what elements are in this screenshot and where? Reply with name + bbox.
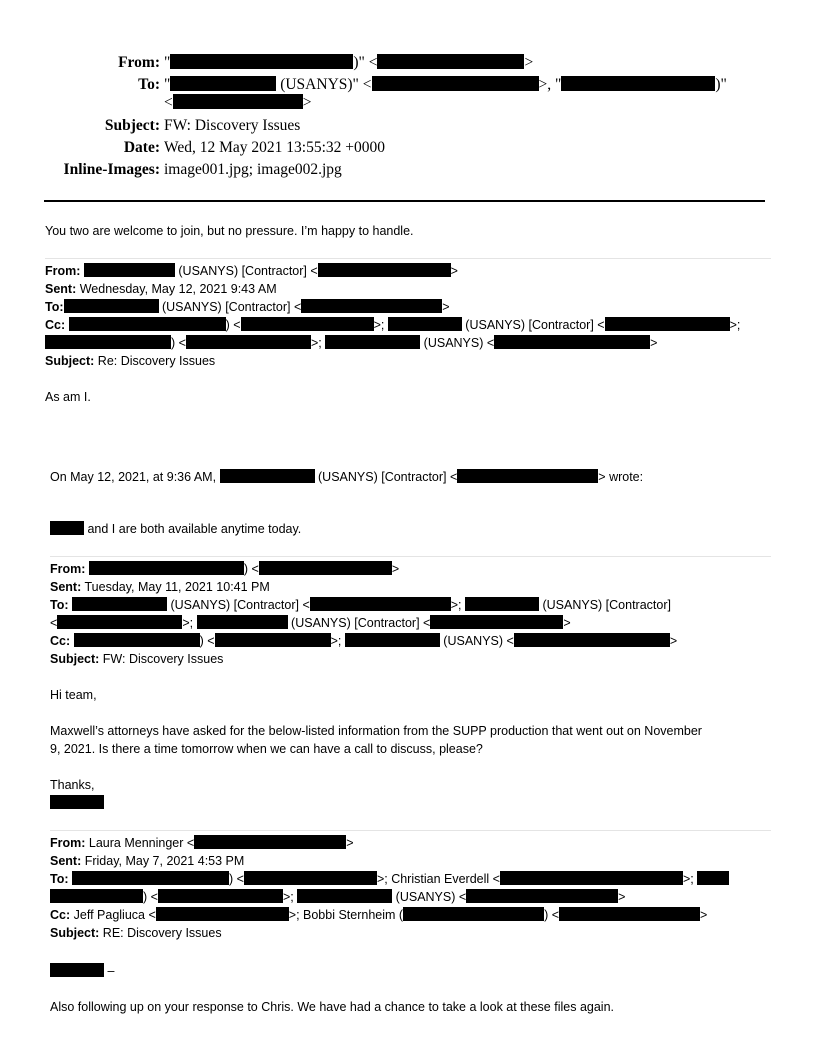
subject-label: Subject:: [50, 926, 100, 940]
redaction: [50, 889, 143, 903]
redaction: [465, 597, 539, 611]
m2-sent-value: Tuesday, May 11, 2021 10:41 PM: [81, 580, 270, 594]
redaction: [158, 889, 283, 903]
quote-attribution: [50, 468, 643, 486]
from-label: From:: [118, 54, 160, 71]
m3-sent-value: Friday, May 7, 2021 4:53 PM: [81, 854, 245, 868]
redaction: [457, 469, 598, 483]
redaction: [74, 633, 200, 647]
cc-label: Cc:: [50, 634, 71, 648]
redaction: [377, 54, 524, 69]
redaction: [186, 335, 311, 349]
m1-cc-org: (USANYS) [Contractor] <: [461, 318, 605, 332]
m2-to-org2: (USANYS) [Contractor]: [539, 598, 671, 612]
redaction: [197, 615, 288, 629]
quote-suffix: > wrote:: [598, 470, 644, 484]
m2-subject: [50, 650, 223, 668]
redaction: [466, 889, 618, 903]
redaction: [84, 263, 175, 277]
m3-subject: [50, 924, 222, 942]
email-body: [45, 222, 775, 1022]
m3-from: From: Laura Menninger < >: [50, 836, 354, 850]
header-divider: [44, 200, 765, 202]
email-header: [0, 52, 800, 192]
m1-subject-value: Re: Discovery Issues: [94, 354, 216, 368]
subject-label: Subject:: [104, 117, 160, 134]
redaction: [69, 317, 226, 331]
m3-body: Also following up on your response to Chris. We have had a chance to take a look at these files again.: [50, 1000, 614, 1014]
redaction: [57, 615, 182, 629]
redaction: [50, 795, 104, 809]
to-label: To:: [50, 598, 69, 612]
redaction: [50, 963, 104, 977]
m1-subject: [45, 352, 215, 370]
m2-para-line2: 9, 2021. Is there a time tomorrow when we can have a call to discuss, please?: [50, 742, 483, 756]
to-org: (USANYS)" <: [280, 76, 372, 93]
redaction: [301, 299, 442, 313]
subject-label: Subject:: [50, 652, 100, 666]
m3-to-name2: ; Christian Everdell <: [384, 872, 500, 886]
redaction: [500, 871, 683, 885]
m2-greeting: Hi team,: [50, 688, 97, 702]
m1-from: From: (USANYS) [Contractor] < >: [45, 264, 458, 278]
redaction: [156, 907, 289, 921]
from-label: From:: [45, 264, 81, 278]
separator: [50, 556, 771, 557]
m3-salutation: [50, 962, 114, 980]
to-label: To:: [50, 872, 69, 886]
cc-label: Cc:: [45, 318, 66, 332]
from-value: " )" < >: [164, 54, 534, 71]
m2-subject-value: FW: Discovery Issues: [99, 652, 224, 666]
date-value: Wed, 12 May 2021 13:55:32 +0000: [164, 139, 386, 156]
subject-label: Subject:: [45, 354, 95, 368]
m1-cc: Cc: ) < >; (USANYS) [Contractor] < >;: [45, 318, 741, 332]
redaction: [697, 871, 729, 885]
redaction: [345, 633, 440, 647]
m3-sent: [50, 852, 244, 870]
redaction: [559, 907, 700, 921]
redaction: [194, 835, 346, 849]
m1-to: To: (USANYS) [Contractor] < >: [45, 300, 450, 314]
m2-para-line1: Maxwell’s attorneys have asked for the below-listed information from the SUPP production that went out on November: [50, 724, 702, 738]
m1-cc-org2: (USANYS) <: [420, 336, 495, 350]
m2-signature: [50, 794, 104, 812]
redaction: [318, 263, 451, 277]
redaction: [72, 871, 229, 885]
redaction: [514, 633, 670, 647]
m3-from-name: Laura Menninger <: [85, 836, 195, 850]
quote-body: [50, 520, 301, 538]
separator: [45, 258, 771, 259]
m1-from-org: (USANYS) [Contractor] <: [174, 264, 318, 278]
inline-images-label: Inline-Images:: [63, 161, 160, 178]
redaction: [170, 76, 276, 91]
m1-sent: [45, 280, 277, 298]
redaction: [170, 54, 353, 69]
sent-label: Sent:: [50, 580, 82, 594]
redaction: [72, 597, 167, 611]
from-label: From:: [50, 836, 86, 850]
redaction: [241, 317, 374, 331]
redaction: [89, 561, 244, 575]
redaction: [215, 633, 331, 647]
redaction: [325, 335, 420, 349]
m2-from: From: ) < >: [50, 562, 400, 576]
m2-cc-org: (USANYS) <: [439, 634, 514, 648]
subject-value: FW: Discovery Issues: [164, 117, 301, 134]
m3-subject-value: RE: Discovery Issues: [99, 926, 222, 940]
redaction: [403, 907, 544, 921]
redaction: [173, 94, 303, 109]
m2-thanks: Thanks,: [50, 778, 95, 792]
m2-to-org: (USANYS) [Contractor] <: [167, 598, 310, 612]
m3-dash: –: [104, 964, 115, 978]
m2-to-org3: (USANYS) [Contractor] <: [287, 616, 431, 630]
m2-cc: Cc: ) < >; (USANYS) < >: [50, 634, 678, 648]
from-label: From:: [50, 562, 86, 576]
sent-label: Sent:: [50, 854, 82, 868]
m1-sent-value: Wednesday, May 12, 2021 9:43 AM: [76, 282, 277, 296]
redaction: [220, 469, 315, 483]
redaction: [372, 76, 539, 91]
sent-label: Sent:: [45, 282, 77, 296]
redaction: [45, 335, 171, 349]
inline-images-value: image001.jpg; image002.jpg: [164, 161, 342, 178]
redaction: [50, 521, 84, 535]
m2-to-cont: < >; (USANYS) [Contractor] < >: [50, 616, 571, 630]
to-value: " (USANYS)" < >, " )": [164, 76, 727, 93]
redaction: [259, 561, 392, 575]
date-label: Date:: [123, 139, 160, 156]
quote-prefix: On May 12, 2021, at 9:36 AM,: [50, 470, 220, 484]
to-label: To:: [138, 76, 160, 93]
m3-cc: Cc: Jeff Pagliuca < >; Bobbi Sternheim ( ) < >: [50, 908, 708, 922]
m3-to-org: (USANYS) <: [392, 890, 467, 904]
to-label: To:: [45, 300, 64, 314]
m3-cc-name2: ; Bobbi Sternheim (: [296, 908, 404, 922]
redaction: [494, 335, 650, 349]
m3-to-cont: ) < >; (USANYS) < >: [50, 888, 625, 906]
m1-cc-cont: ) < >; (USANYS) < >: [45, 334, 657, 352]
separator: [50, 830, 771, 831]
to-value-cont: < >: [164, 94, 312, 111]
redaction: [605, 317, 730, 331]
m2-sent: [50, 578, 270, 596]
redaction: [244, 871, 377, 885]
quote-body-text: and I are both available anytime today.: [84, 522, 302, 536]
m2-to: To: (USANYS) [Contractor] < >; (USANYS) [Contractor]: [50, 598, 671, 612]
m3-cc-name: Jeff Pagliuca <: [70, 908, 156, 922]
redaction: [297, 889, 392, 903]
m3-to: To: ) < >; Christian Everdell < >;: [50, 870, 729, 888]
cc-label: Cc:: [50, 908, 71, 922]
m1-body: As am I.: [45, 390, 91, 404]
redaction: [64, 299, 159, 313]
quote-org: (USANYS) [Contractor] <: [314, 470, 458, 484]
message-text: You two are welcome to join, but no pressure. I’m happy to handle.: [45, 224, 414, 238]
redaction: [561, 76, 715, 91]
redaction: [430, 615, 563, 629]
redaction: [388, 317, 462, 331]
m1-to-org: (USANYS) [Contractor] <: [158, 300, 302, 314]
redaction: [310, 597, 451, 611]
